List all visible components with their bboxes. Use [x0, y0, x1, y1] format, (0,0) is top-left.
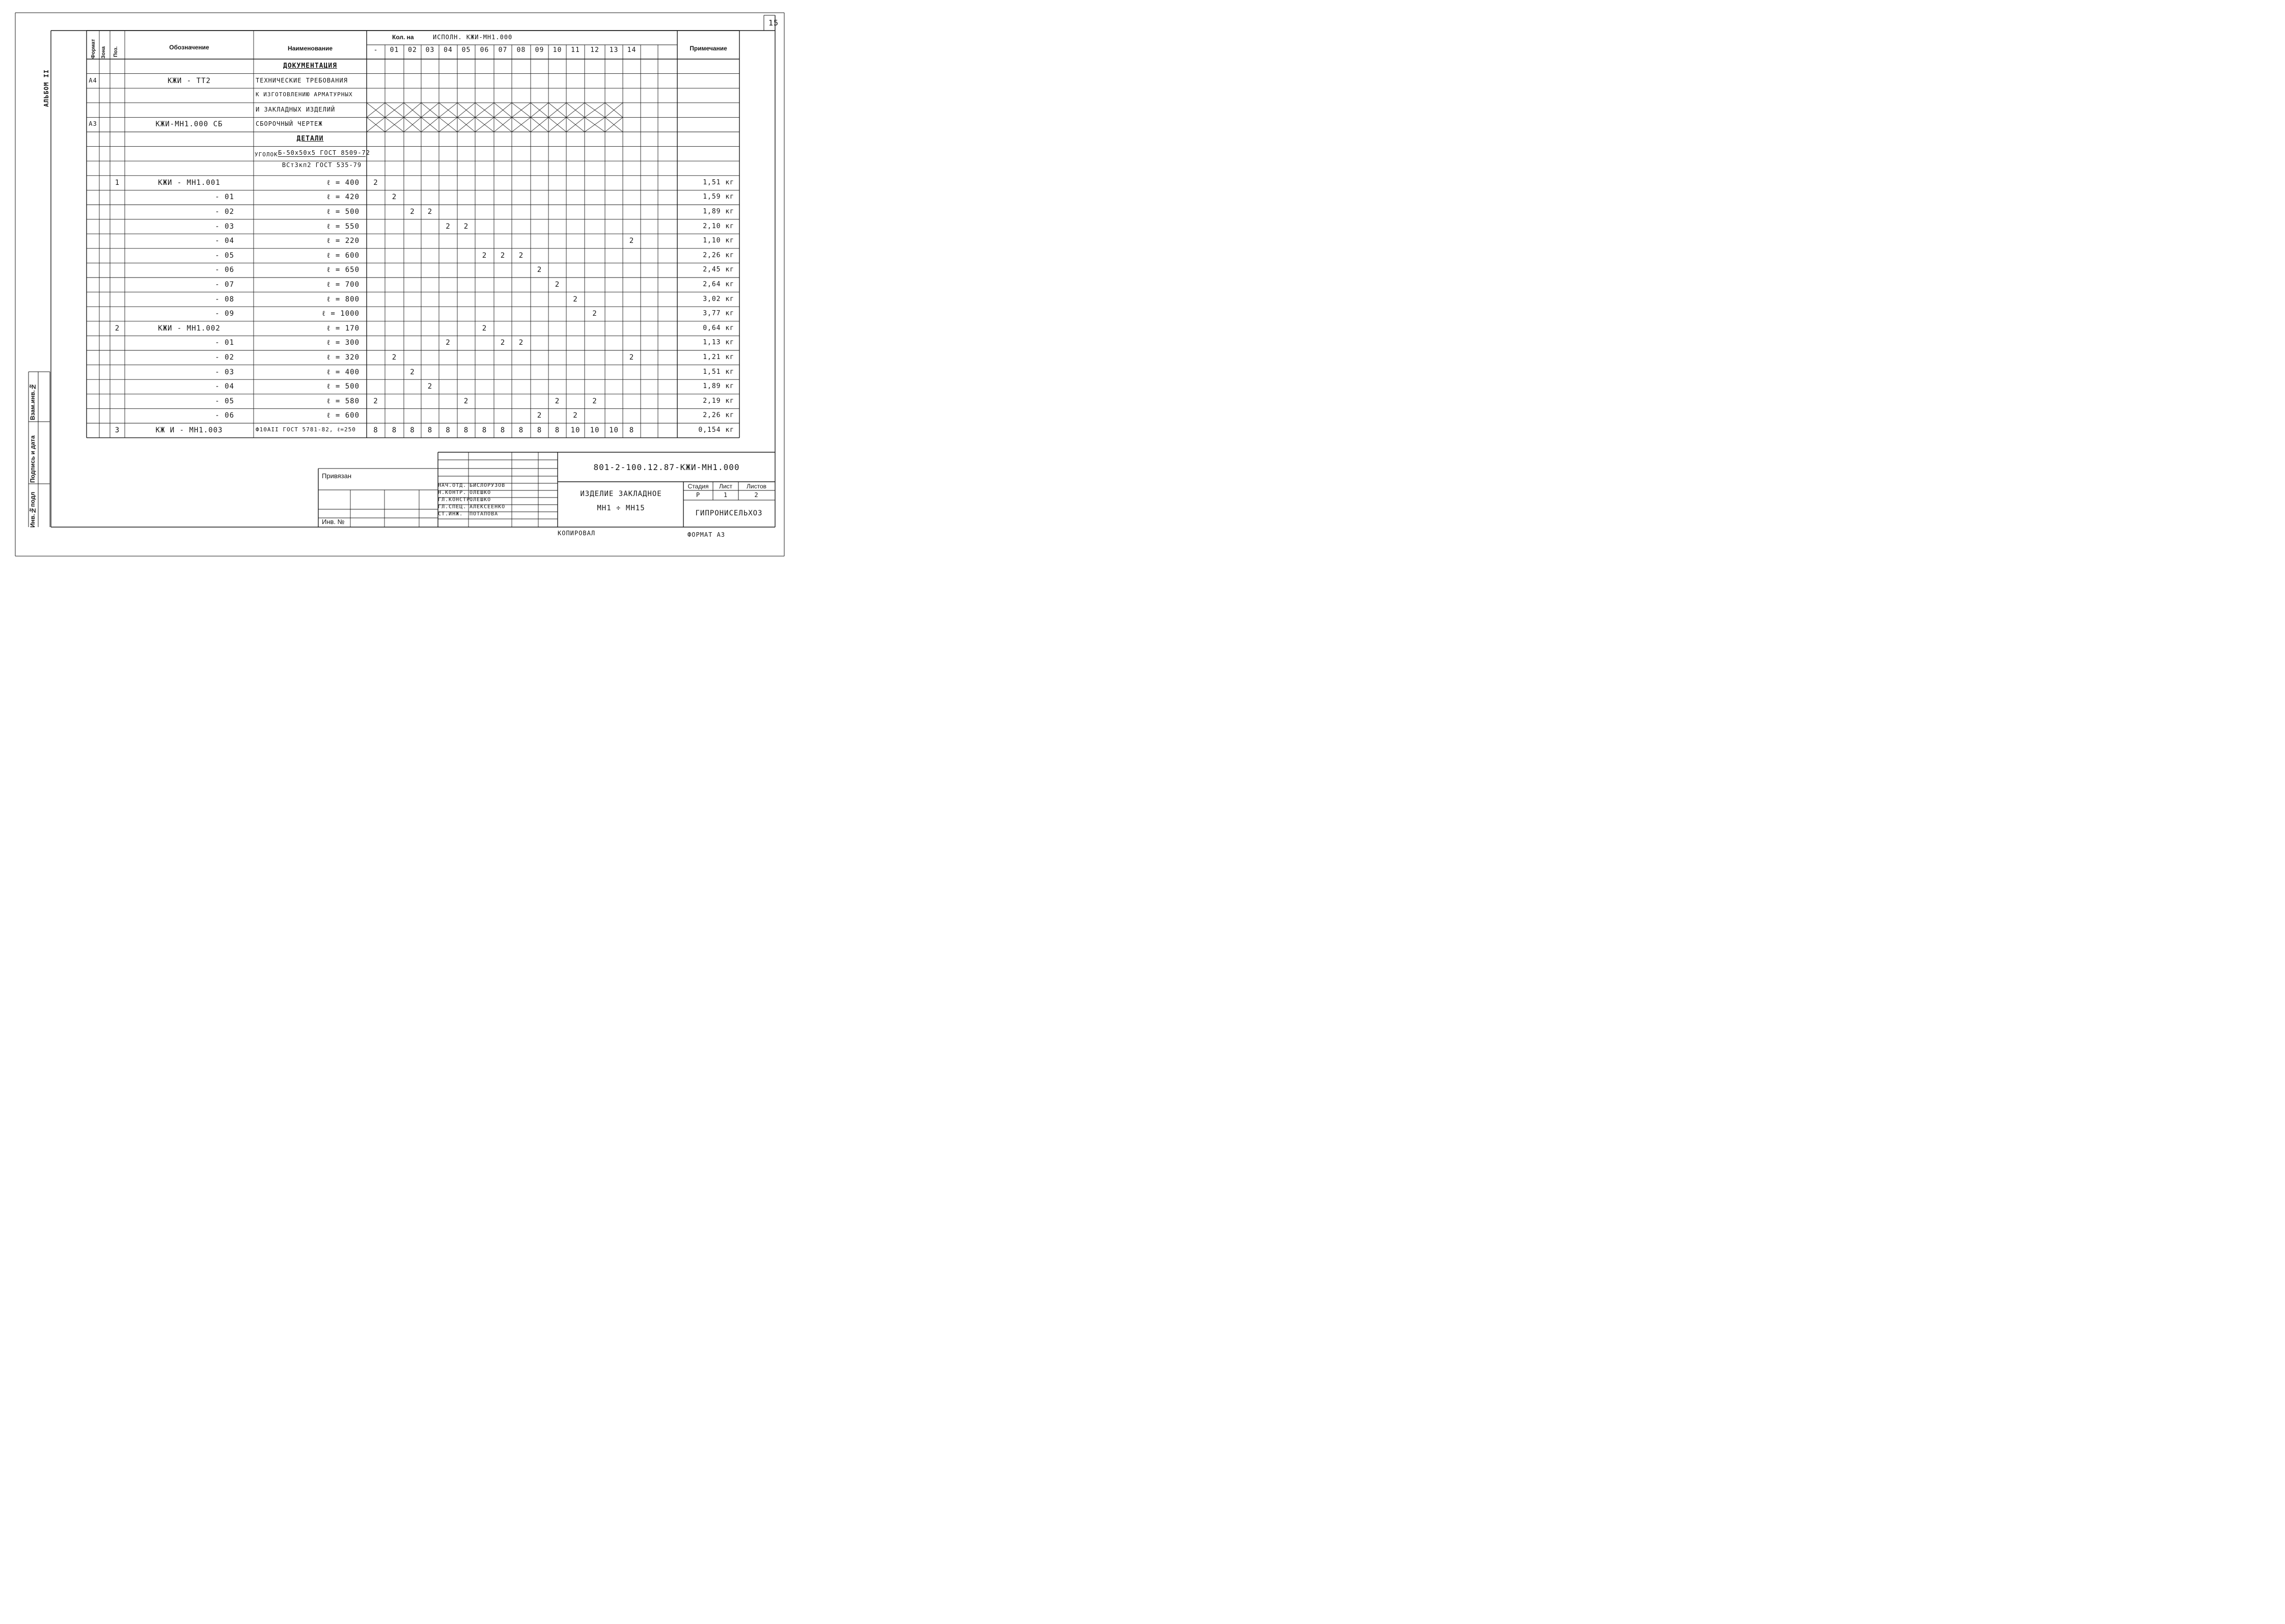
note-cell: 3,02 кг	[703, 295, 734, 303]
note-cell: 1,10 кг	[703, 237, 734, 245]
staff-name: АЛЕКСЕЕНКО	[470, 504, 506, 510]
designation-cell: - 05	[215, 397, 234, 405]
name-cell: ℓ = 220	[326, 237, 360, 245]
name-cell: И ЗАКЛАДНЫХ ИЗДЕЛИЙ	[256, 105, 336, 113]
exec-col-label: 09	[535, 46, 544, 54]
angle-numerator: Б-50х50х5 ГОСТ 8509-72	[278, 149, 370, 156]
exec-col-label: 06	[480, 46, 489, 54]
header-note: Примечание	[690, 45, 727, 52]
album-label: АЛЬБОМ II	[43, 69, 50, 107]
name-cell: ℓ = 600	[326, 411, 360, 420]
privyazan-label: Привязан	[322, 472, 352, 480]
qty-cell: 8	[518, 426, 524, 434]
qty-cell: 2	[573, 295, 578, 304]
qty-cell: 2	[629, 237, 635, 245]
exec-col-label: 10	[553, 46, 562, 54]
staff-role: ГЛ.СПЕЦ.	[438, 504, 467, 510]
stage-value: Р	[696, 491, 701, 499]
note-cell: 2,64 кг	[703, 281, 734, 288]
designation-cell: - 08	[215, 295, 234, 304]
designation-cell: КЖИ-МН1.000 СБ	[155, 120, 223, 129]
note-cell: 2,26 кг	[703, 251, 734, 259]
designation-cell: - 06	[215, 411, 234, 420]
exec-col-label: 11	[571, 46, 580, 54]
note-cell: 2,26 кг	[703, 411, 734, 420]
qty-cell: 2	[463, 222, 469, 231]
note-cell: 1,51 кг	[703, 178, 734, 186]
pos-cell: 1	[115, 178, 120, 187]
name-cell: Ф10АII ГОСТ 5781-82, ℓ=250	[256, 426, 356, 433]
qty-cell: 8	[463, 426, 469, 434]
qty-cell: 10	[609, 426, 619, 434]
name-cell: ℓ = 550	[326, 222, 360, 231]
qty-cell: 2	[500, 251, 506, 260]
designation-cell: - 04	[215, 382, 234, 391]
exec-col-label: -	[373, 46, 378, 54]
qty-cell: 2	[500, 339, 506, 347]
staff-role: СТ.ИНЖ.	[438, 511, 463, 517]
exec-col-label: 02	[408, 46, 417, 54]
designation-cell: - 04	[215, 237, 234, 245]
qty-cell: 8	[537, 426, 542, 434]
note-cell: 2,10 кг	[703, 222, 734, 230]
note-cell: 1,21 кг	[703, 353, 734, 361]
sheet-value: 1	[723, 491, 728, 499]
pos-cell: 3	[115, 426, 120, 434]
stamp-sign-date: Подпись и дата	[29, 435, 36, 483]
name-cell: ℓ = 600	[326, 251, 360, 260]
note-cell: 1,13 кг	[703, 339, 734, 347]
format-cell: А3	[89, 120, 97, 128]
designation-cell: КЖ И - МН1.003	[155, 426, 223, 434]
designation-cell: - 01	[215, 339, 234, 347]
qty-cell: 2	[392, 353, 397, 362]
qty-cell: 2	[410, 208, 415, 216]
staff-name: ОЛЕШКО	[470, 497, 491, 503]
name-cell: ℓ = 170	[326, 324, 360, 333]
sheets-label: Листов	[747, 483, 766, 490]
name-cell: ℓ = 320	[326, 353, 360, 362]
section-heading: ДЕТАЛИ	[296, 135, 324, 143]
qty-cell: 8	[410, 426, 415, 434]
doc-code: 801-2-100.12.87-КЖИ-МН1.000	[593, 462, 740, 472]
note-cell: 2,45 кг	[703, 266, 734, 274]
sheet-number: 15	[768, 18, 779, 27]
exec-col-label: 14	[627, 46, 637, 54]
designation-cell: - 03	[215, 368, 234, 376]
sheets-value: 2	[754, 491, 759, 499]
designation-cell: - 07	[215, 281, 234, 289]
qty-cell: 2	[373, 397, 378, 405]
item-title-line2: МН1 ÷ МН15	[597, 504, 645, 512]
designation-cell: КЖИ - ТТ2	[168, 76, 211, 85]
name-cell: ℓ = 420	[326, 193, 360, 202]
note-cell: 3,77 кг	[703, 310, 734, 318]
qty-cell: 2	[518, 251, 524, 260]
name-cell: К ИЗГОТОВЛЕНИЮ АРМАТУРНЫХ	[256, 91, 353, 98]
exec-col-label: 04	[444, 46, 453, 54]
item-title-line1: ИЗДЕЛИЕ ЗАКЛАДНОЕ	[580, 490, 662, 498]
angle-prefix: УГОЛОК	[255, 151, 278, 158]
staff-name: ОЛЕШКО	[470, 490, 491, 496]
staff-role: Н.КОНТР.	[438, 490, 467, 496]
qty-cell: 2	[592, 310, 597, 318]
qty-cell: 8	[555, 426, 560, 434]
exec-col-label: 12	[590, 46, 599, 54]
note-cell: 1,59 кг	[703, 193, 734, 201]
header-zone: Зона	[101, 46, 106, 59]
qty-cell: 2	[555, 281, 560, 289]
name-cell: ℓ = 400	[326, 368, 360, 376]
staff-role: НАЧ.ОТД.	[438, 483, 467, 488]
note-cell: 1,89 кг	[703, 208, 734, 215]
designation-cell: - 03	[215, 222, 234, 231]
name-cell: СБОРОЧНЫЙ ЧЕРТЕЖ	[256, 120, 323, 128]
qty-cell: 8	[392, 426, 397, 434]
qty-cell: 8	[427, 426, 433, 434]
designation-cell: - 09	[215, 310, 234, 318]
qty-cell: 2	[629, 353, 635, 362]
name-cell: ℓ = 500	[326, 208, 360, 216]
qty-cell: 8	[500, 426, 506, 434]
exec-col-label: 07	[498, 46, 508, 54]
name-cell: ℓ = 580	[326, 397, 360, 405]
qty-cell: 2	[573, 411, 578, 420]
qty-cell: 2	[518, 339, 524, 347]
header-qty: Кол. на	[392, 34, 414, 41]
designation-cell: - 06	[215, 266, 234, 274]
stamp-vzam-inv: Взам.инв.№	[29, 383, 36, 420]
footer-format: ФОРМАТ А3	[687, 531, 726, 538]
qty-cell: 2	[482, 251, 487, 260]
name-cell: ℓ = 800	[326, 295, 360, 304]
header-qty-exec: ИСПОЛН. КЖИ-МН1.000	[433, 34, 513, 41]
format-cell: А4	[89, 76, 97, 84]
staff-name: ПОТАПОВА	[470, 511, 499, 517]
qty-cell: 2	[482, 324, 487, 333]
qty-cell: 2	[410, 368, 415, 376]
note-cell: 1,89 кг	[703, 382, 734, 391]
designation-cell: - 02	[215, 208, 234, 216]
qty-cell: 2	[373, 178, 378, 187]
exec-col-label: 08	[516, 46, 526, 54]
name-cell: ℓ = 300	[326, 339, 360, 347]
stage-label: Стадия	[687, 483, 709, 490]
qty-cell: 10	[590, 426, 600, 434]
header-designation: Обозначение	[169, 44, 209, 51]
designation-cell: - 01	[215, 193, 234, 202]
exec-col-label: 03	[425, 46, 435, 54]
note-cell: 0,64 кг	[703, 324, 734, 332]
qty-cell: 8	[373, 426, 378, 434]
name-cell: ℓ = 1000	[322, 310, 360, 318]
note-cell: 1,51 кг	[703, 368, 734, 376]
name-cell: ТЕХНИЧЕСКИЕ ТРЕБОВАНИЯ	[256, 76, 348, 84]
header-format: Формат	[91, 39, 96, 59]
qty-cell: 2	[537, 411, 542, 420]
note-cell: 2,19 кг	[703, 397, 734, 405]
note-cell: 0,154 кг	[698, 426, 734, 434]
pos-cell: 2	[115, 324, 120, 333]
qty-cell: 2	[392, 193, 397, 202]
qty-cell: 2	[592, 397, 597, 405]
qty-cell: 2	[537, 266, 542, 274]
section-heading: ДОКУМЕНТАЦИЯ	[283, 62, 337, 70]
angle-denominator: ВСт3кп2 ГОСТ 535-79	[282, 161, 362, 169]
name-cell: ℓ = 400	[326, 178, 360, 187]
qty-cell: 2	[555, 397, 560, 405]
name-cell: ℓ = 500	[326, 382, 360, 391]
designation-cell: КЖИ - МН1.002	[158, 324, 221, 333]
staff-name: БИСЛОРУЗОВ	[470, 483, 506, 488]
qty-cell: 2	[446, 222, 451, 231]
staff-role: ГЛ.КОНСТР.	[438, 497, 474, 503]
qty-cell: 10	[570, 426, 581, 434]
qty-cell: 2	[446, 339, 451, 347]
qty-cell: 2	[463, 397, 469, 405]
header-pos: Поз.	[113, 46, 119, 57]
inv-no-label: Инв. №	[322, 518, 345, 526]
stamp-inv-podl: Инв.№подл	[29, 491, 36, 528]
name-cell: ℓ = 700	[326, 281, 360, 289]
exec-col-label: 01	[390, 46, 399, 54]
designation-cell: КЖИ - МН1.001	[158, 178, 221, 187]
qty-cell: 8	[629, 426, 635, 434]
exec-col-label: 13	[609, 46, 619, 54]
header-name: Наименование	[287, 45, 333, 52]
sheet-label: Лист	[719, 483, 733, 490]
qty-cell: 2	[427, 208, 433, 216]
org-name: ГИПРОНИСЕЛЬХОЗ	[695, 509, 763, 517]
qty-cell: 2	[427, 382, 433, 391]
qty-cell: 8	[482, 426, 487, 434]
footer-copied: КОПИРОВАЛ	[558, 530, 596, 537]
designation-cell: - 05	[215, 251, 234, 260]
qty-cell: 8	[446, 426, 451, 434]
designation-cell: - 02	[215, 353, 234, 362]
name-cell: ℓ = 650	[326, 266, 360, 274]
exec-col-label: 05	[461, 46, 471, 54]
